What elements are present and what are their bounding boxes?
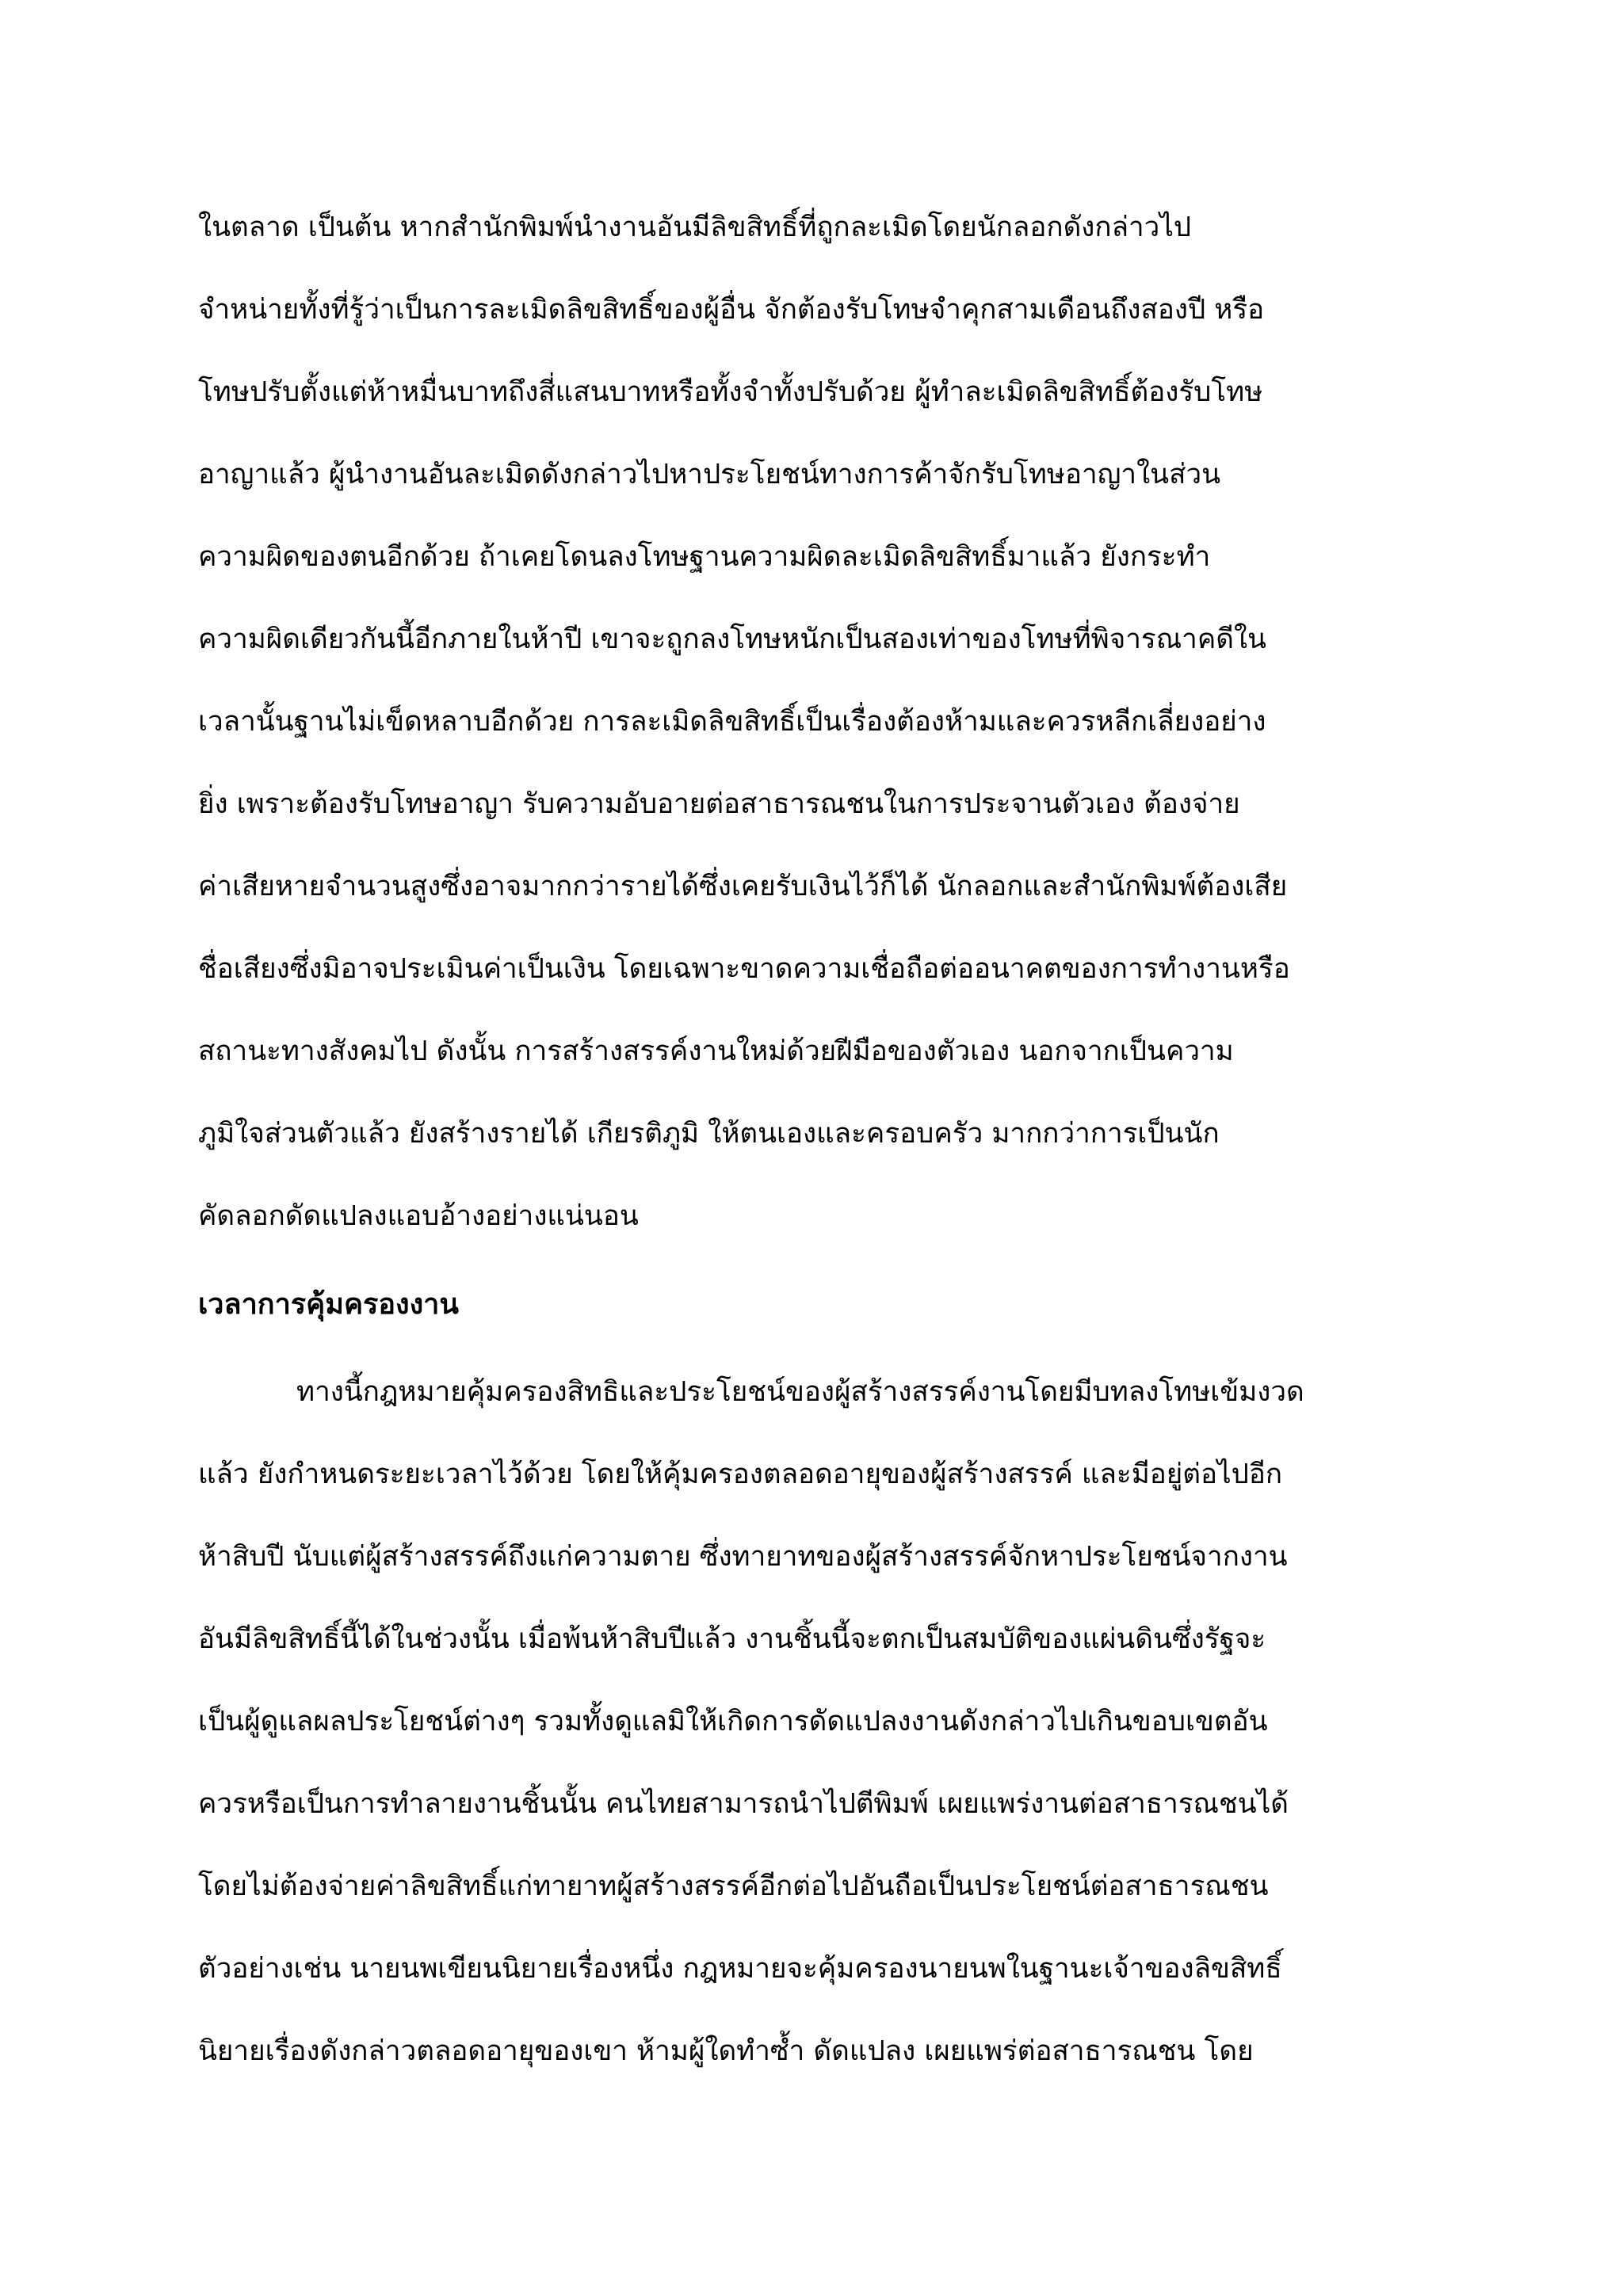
paragraph-1-line-6: ความผิดเดียวกันนี้อีกภายในห้าปี เขาจะถูกลงโทษหนักเป็นสองเท่าของโทษที่พิจารณาคดีใน — [198, 624, 1266, 655]
paragraph-1-line-11: สถานะทางสังคมไป ดังนั้น การสร้างสรรค์งานใหม่ด้วยฝีมือของตัวเอง นอกจากเป็นความ — [198, 1035, 1234, 1067]
paragraph-1-line-9: ค่าเสียหายจำนวนสูงซึ่งอาจมากกว่ารายได้ซึ่งเคยรับเงินไว้ก็ได้ นักลอกและสำนักพิมพ์ต้องเสีย — [198, 871, 1288, 902]
paragraph-1-line-13: คัดลอกดัดแปลงแอบอ้างอย่างแน่นอน — [198, 1200, 639, 1232]
paragraph-2-line-1: ทางนี้กฎหมายคุ้มครองสิทธิและประโยชน์ของผู้สร้างสรรค์งานโดยมีบทลงโทษเข้มงวด — [296, 1376, 1304, 1408]
paragraph-1-line-5: ความผิดของตนอีกด้วย ถ้าเคยโดนลงโทษฐานความผิดละเมิดลิขสิทธิ์มาแล้ว ยังกระทำ — [198, 541, 1211, 573]
paragraph-1-line-12: ภูมิใจส่วนตัวแล้ว ยังสร้างรายได้ เกียรติภูมิ ให้ตนเองและครอบครัว มากกว่าการเป็นนัก — [198, 1118, 1220, 1150]
paragraph-2-line-6: ควรหรือเป็นการทำลายงานชิ้นนั้น คนไทยสามารถนำไปตีพิมพ์ เผยแพร่งานต่อสาธารณชนได้ — [198, 1788, 1289, 1820]
section-heading: เวลาการคุ้มครองงาน — [198, 1288, 459, 1321]
paragraph-1-line-8: ยิ่ง เพราะต้องรับโทษอาญา รับความอับอายต่อสาธารณชนในการประจานตัวเอง ต้องจ่าย — [198, 788, 1240, 820]
paragraph-2-line-7: โดยไม่ต้องจ่ายค่าลิขสิทธิ์แก่ทายาทผู้สร้างสรรค์อีกต่อไปอันถือเป็นประโยชน์ต่อสาธารณชน — [198, 1871, 1269, 1902]
paragraph-2-line-2: แล้ว ยังกำหนดระยะเวลาไว้ด้วย โดยให้คุ้มครองตลอดอายุของผู้สร้างสรรค์ และมีอยู่ต่อไปอีก — [198, 1459, 1283, 1490]
paragraph-2-line-4: อันมีลิขสิทธิ์นี้ได้ในช่วงนั้น เมื่อพ้นห้าสิบปีแล้ว งานชิ้นนี้จะตกเป็นสมบัติของแผ่นดินซึ่งรัฐจะ — [198, 1623, 1266, 1655]
paragraph-1-line-2: จำหน่ายทั้งที่รู้ว่าเป็นการละเมิดลิขสิทธิ์ของผู้อื่น จักต้องรับโทษจำคุกสามเดือนถึงสองปี หรือ — [198, 294, 1265, 326]
paragraph-2-line-8: ตัวอย่างเช่น นายนพเขียนนิยายเรื่องหนึ่ง กฎหมายจะคุ้มครองนายนพในฐานะเจ้าของลิขสิทธิ์ — [198, 1953, 1282, 1985]
paragraph-1-line-7: เวลานั้นฐานไม่เข็ดหลาบอีกด้วย การละเมิดลิขสิทธิ์เป็นเรื่องต้องห้ามและควรหลีกเลี่ยงอย่าง — [198, 706, 1266, 738]
paragraph-1-line-10: ชื่อเสียงซึ่งมิอาจประเมินค่าเป็นเงิน โดยเฉพาะขาดความเชื่อถือต่ออนาคตของการทำงานหรือ — [198, 953, 1290, 985]
paragraph-1-line-1: ในตลาด เป็นต้น หากสำนักพิมพ์นำงานอันมีลิขสิทธิ์ที่ถูกละเมิดโดยนักลอกดังกล่าวไป — [198, 212, 1192, 243]
paragraph-1-line-4: อาญาแล้ว ผู้นำงานอันละเมิดดังกล่าวไปหาประโยชน์ทางการค้าจักรับโทษอาญาในส่วน — [198, 459, 1221, 490]
paragraph-1-line-3: โทษปรับตั้งแต่ห้าหมื่นบาทถึงสี่แสนบาทหรือทั้งจำทั้งปรับด้วย ผู้ทำละเมิดลิขสิทธิ์ต้องรับโทษ — [198, 376, 1263, 408]
paragraph-2-line-3: ห้าสิบปี นับแต่ผู้สร้างสรรค์ถึงแก่ความตาย ซึ่งทายาทของผู้สร้างสรรค์จักหาประโยชน์จากงาน — [198, 1541, 1288, 1573]
paragraph-2-line-9: นิยายเรื่องดังกล่าวตลอดอายุของเขา ห้ามผู้ใดทำซ้ำ ดัดแปลง เผยแพร่ต่อสาธารณชน โดย — [198, 2035, 1254, 2067]
paragraph-2-line-5: เป็นผู้ดูแลผลประโยชน์ต่างๆ รวมทั้งดูแลมิให้เกิดการดัดแปลงงานดังกล่าวไปเกินขอบเขตอัน — [198, 1706, 1268, 1737]
